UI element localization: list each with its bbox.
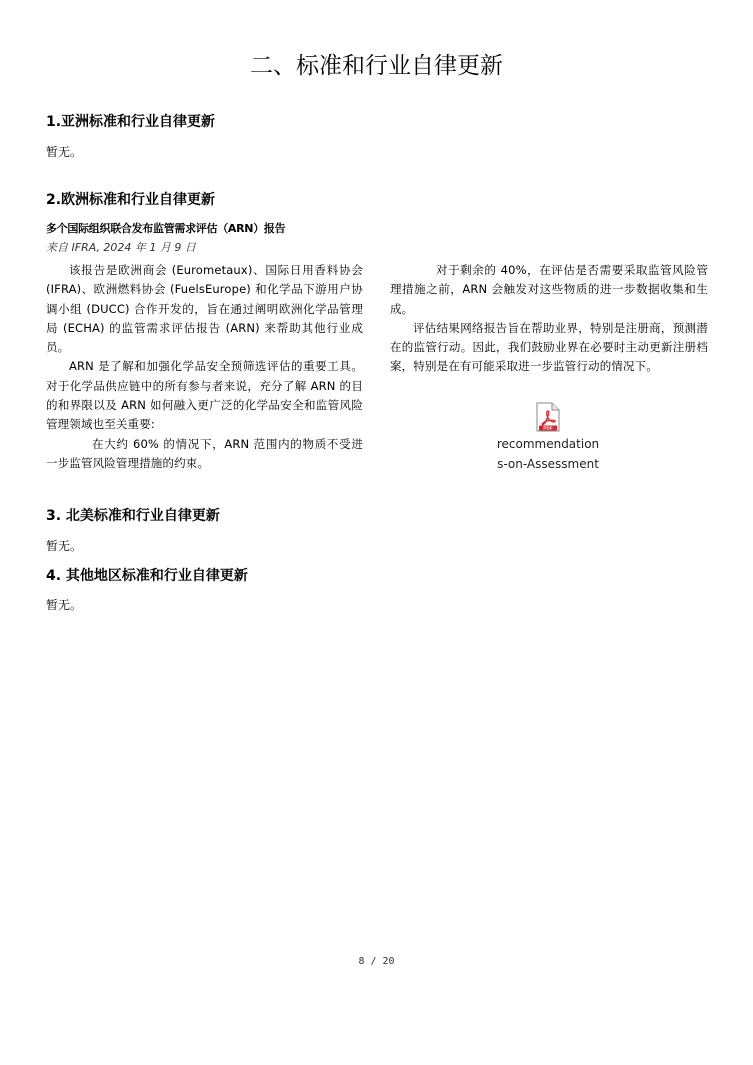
article-paragraph: ARN 是了解和加强化学品安全预筛选评估的重要工具。对于化学品供应链中的所有参与者来说，充分了解 ARN 的目的和界限以及 ARN 如何融入更广泛的化学品安全和监管风险管理领域也至关重要: — [46, 359, 363, 432]
section-heading-europe: 2.欧洲标准和行业自律更新 — [46, 192, 216, 208]
article-title: 多个国际组织联合发布监管需求评估（ARN）报告 — [46, 222, 286, 235]
attachment-filename[interactable]: recommendation s-on-Assessment — [496, 437, 600, 471]
section-body-other-regions: 暂无。 — [46, 598, 83, 612]
article-left-column — [46, 261, 363, 473]
page-number: 8 / 20 — [358, 956, 395, 967]
pdf-file-icon[interactable] — [536, 402, 560, 432]
section-heading-asia: 1.亚洲标准和行业自律更新 — [46, 114, 216, 130]
page-title: 二、标准和行业自律更新 — [250, 53, 503, 79]
pdf-icon-text: PDF — [543, 425, 553, 431]
section-body-north-america: 暂无。 — [46, 539, 83, 553]
section-heading-other-regions: 4. 其他地区标准和行业自律更新 — [46, 568, 248, 584]
article-paragraph: 评估结果网络报告旨在帮助业界，特别是注册商，预测潜在的监管行动。因此，我们鼓励业界在必要时主动更新注册档案，特别是在有可能采取进一步监管行动的情况下。 — [390, 320, 708, 374]
article-paragraph: 对于剩余的 40%，在评估是否需要采取监管风险管理措施之前，ARN 会触发对这些物质的进一步数据收集和生成。 — [390, 263, 708, 316]
pdf-attachment[interactable] — [480, 402, 616, 474]
article-right-column — [390, 261, 708, 377]
section-heading-north-america: 3. 北美标准和行业自律更新 — [46, 508, 220, 524]
article-source: 来自 IFRA, 2024 年 1 月 9 日 — [46, 241, 196, 254]
article-paragraph: 该报告是欧洲商会 (Eurometaux)、国际日用香料协会 (IFRA)、欧洲燃料协会 (FuelsEurope) 和化学品下游用户协调小组 (DUCC) 合作开发的，旨在通过阐明欧洲化学品管理局 (ECHA) 的监管需求评估报告 (ARN) 来帮助其他行业成员。 — [46, 263, 363, 355]
article-paragraph: 在大约 60% 的情况下，ARN 范围内的物质不受进一步监管风险管理措施的约束。 — [46, 436, 363, 470]
section-body-asia: 暂无。 — [46, 145, 83, 159]
